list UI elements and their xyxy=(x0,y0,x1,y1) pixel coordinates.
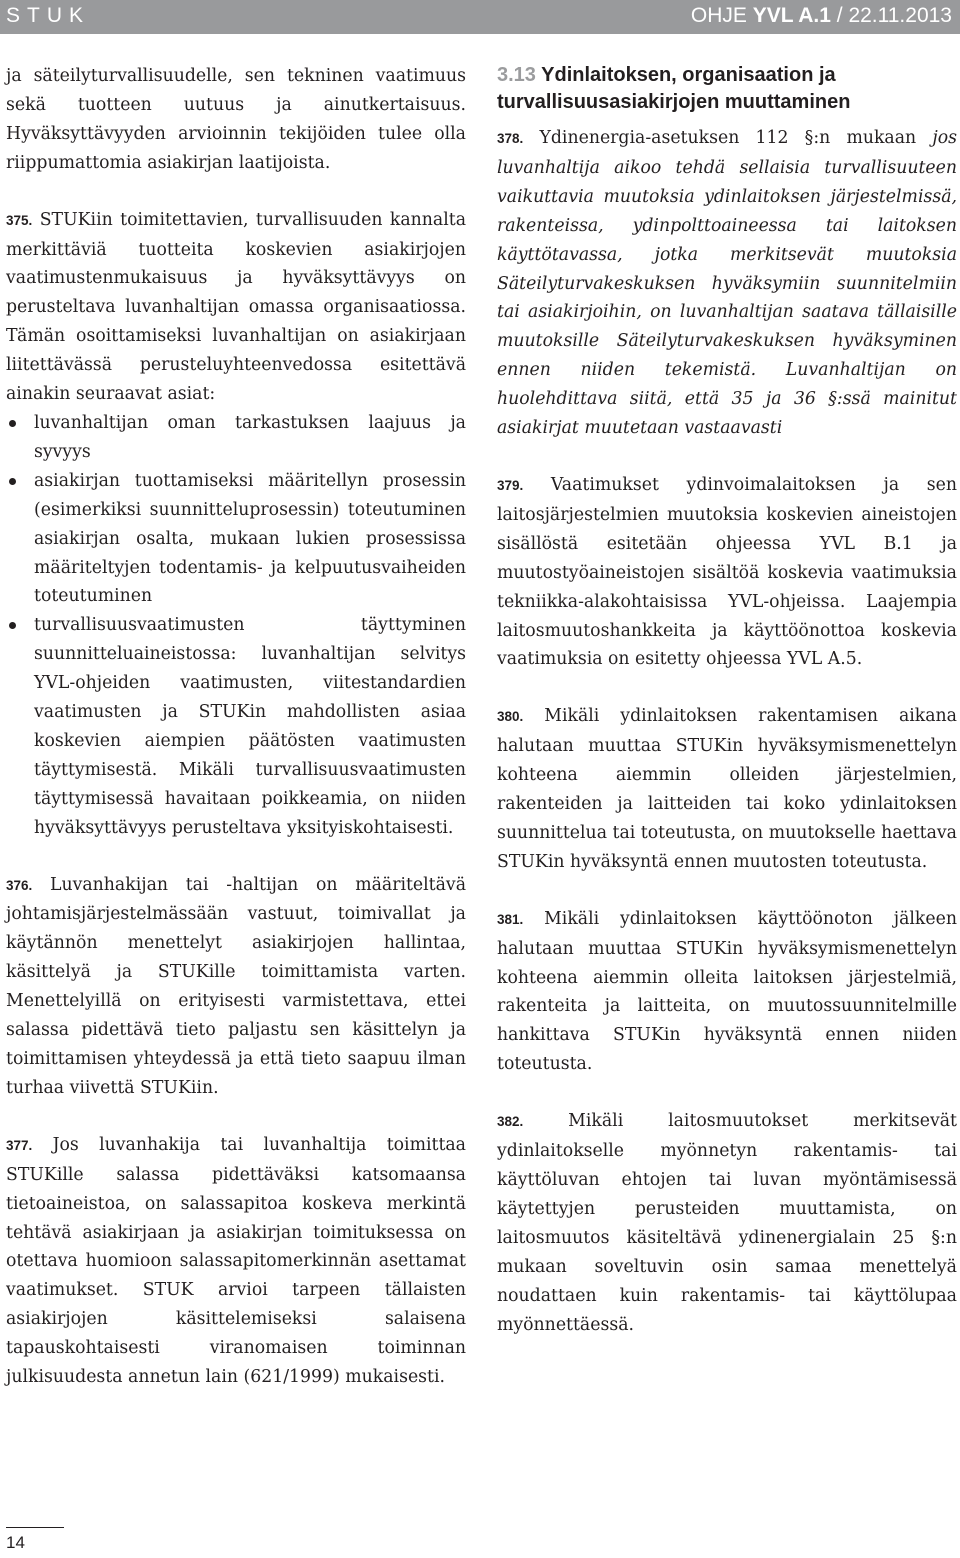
list-item: asiakirjan tuottamiseksi määritellyn prosessin (esimerkiksi suunnitteluprosessin) toteutuminen asiakirjan osalta, mukaan lukien prosessissa määriteltyjen todentamis- ja kelpuutusvaiheiden toteutuminen xyxy=(6,467,466,612)
paragraph-381 xyxy=(497,905,957,1079)
paragraph-text: Vaatimukset ydinvoimalaitoksen ja sen laitosjärjestelmien muutoksia koskevien aineistojen sisällöstä esitetään ohjeessa YVL B.1 ja muutostyöaineistojen sisältöä koskevia vaatimuksia tekniikka-alakohtaisissa YVL-ohjeissa. Laajempia laitosmuutoshankkeita ja käyttöönottoa koskevia vaatimuksia on esitetty ohjeessa YVL A.5. xyxy=(497,474,957,670)
left-column xyxy=(6,62,466,1392)
paragraph-380 xyxy=(497,702,957,876)
paragraph-number: 381. xyxy=(497,911,524,927)
paragraph-382 xyxy=(497,1107,957,1339)
list-item: turvallisuusvaatimusten täyttyminen suunnitteluaineistossa: luvanhaltijan selvitys YVL-ohjeiden vaatimusten, viitestandardien vaatimusten ja STUKin mahdollisten asiaa koskevien aiempien päätösten vaatimusten täyttymisestä. Mikäli turvallisuusvaatimusten täyttymisessä havaitaan poikkeamia, on niiden hyväksyttävyys perusteltava yksityiskohtaisesti. xyxy=(6,611,466,842)
paragraph-376 xyxy=(6,871,466,1103)
paragraph-375 xyxy=(6,206,466,409)
paragraph-number: 382. xyxy=(497,1114,524,1130)
paragraph-number: 379. xyxy=(497,477,524,493)
intro-paragraph: ja säteilyturvallisuudelle, sen tekninen vaatimuus sekä tuotteen uutuus ja ainutkertaisuus. Hyväksyttävyyden arvioinnin tekijöiden tulee olla riippumattomia asiakirjan laatijoista. xyxy=(6,66,466,173)
footer-divider xyxy=(6,1527,64,1528)
paragraph-number: 375. xyxy=(6,212,33,228)
guide-code: YVL A.1 xyxy=(752,4,831,27)
paragraph-number: 377. xyxy=(6,1137,33,1153)
guide-reference xyxy=(691,4,952,28)
section-title: Ydinlaitoksen, organisaation ja turvallisuusasiakirjojen muuttaminen xyxy=(497,64,851,113)
section-heading xyxy=(497,62,957,116)
page-number: 14 xyxy=(6,1533,25,1552)
paragraph-number: 380. xyxy=(497,709,524,725)
list-item: luvanhaltijan oman tarkastuksen laajuus ja syvyys xyxy=(6,409,466,467)
paragraph-quote: jos luvanhaltija aikoo tehdä sellaisia turvallisuuteen vaikuttavia muutoksia ydinlaitoksen järjestelmissä, rakenteissa, ydinpolttoaineessa tai laitoksen käyttötavassa, jotka merkitsevät muutoksia Säteilyturvakeskuksen hyväksymiin suunnitelmiin tai asiakirjoihin, on luvanhaltijan saatava tällaisille muutoksille Säteilyturvakeskuksen hyväksyminen ennen niiden tekemistä. Luvanhaltijan on huolehdittava siitä, että 35 ja 36 §:ssä mainitut asiakirjat muutetaan vastaavasti xyxy=(497,128,957,439)
guide-prefix: OHJE xyxy=(690,4,753,27)
paragraph-text: Jos luvanhakija tai luvanhaltija toimittaa STUKille salassa pidettäväksi katsomaansa tietoaineistoa, on salassapitoa koskeva merkintä tehtävä asiakirjaan ja asiakirjan toimituksessa on otettava huomioon salassapitomerkinnän asettamat vaatimukset. STUK arvioi tarpeen tällaisten asiakirjojen käsittelemiseksi salaisena tapauskohtaisesti viranomaisen toiminnan julkisuudesta annetun lain (621/1999) mukaisesti. xyxy=(6,1134,466,1388)
paragraph-text: Mikäli laitosmuutokset merkitsevät ydinlaitokselle myönnetyn rakentamis- tai käyttöluvan ehtojen tai luvan myöntämisessä käytettyjen perusteiden muuttamista, on laitosmuutos käsiteltävä ydinenergialain 25 §:n mukaan soveltuvin osin samaa menettelyä noudattaen kuin rakentamis- tai käyttölupaa myönnettäessä. xyxy=(497,1111,957,1335)
paragraph-379 xyxy=(497,471,957,674)
requirement-list xyxy=(6,409,466,843)
paragraph-377 xyxy=(6,1131,466,1392)
section-number: 3.13 xyxy=(497,64,536,86)
paragraph-text: Ydinenergia-asetuksen 112 §:n mukaan xyxy=(523,128,933,148)
paragraph-text: STUKiin toimitettavien, turvallisuuden kannalta merkittäviä tuotteita koskevien asiakirjojen vaatimustenmukaisuus ja hyväksyttävyys on perusteltava luvanhaltijan omassa organisaatiossa. Tämän osoittamiseksi luvanhaltijan on asiakirjaan liitettävässä perusteluyhteenvedossa esitettävä ainakin seuraavat asiat: xyxy=(6,209,466,405)
paragraph-378 xyxy=(497,124,957,443)
guide-date: / 22.11.2013 xyxy=(830,4,952,27)
right-column xyxy=(497,62,957,1339)
paragraph-text: Luvanhakijan tai -haltijan on määriteltävä johtamisjärjestelmässään vastuut, toimivallat ja käytännön menettelyt asiakirjojen hallintaa, käsittelyä ja STUKille toimittamista varten. Menettelyillä on erityisesti varmistettava, ettei salassa pidettävä tieto paljastu sen käsittelyn ja toimittamisen yhteydessä ja että tieto saapuu ilman turhaa viivettä STUKiin. xyxy=(6,874,466,1098)
paragraph-number: 378. xyxy=(497,131,524,146)
page-header xyxy=(0,0,960,34)
brand-logo: STUK xyxy=(6,4,91,27)
paragraph-text: Mikäli ydinlaitoksen rakentamisen aikana halutaan muuttaa STUKin hyväksymismenettelyn kohteena aiemmin olleiden järjestelmien, rakenteiden ja laitteiden tai koko ydinlaitoksen suunnittelua tai toteutusta, on muutokselle haettava STUKin hyväksyntä ennen muutosten toteutusta. xyxy=(497,706,957,872)
paragraph-text: Mikäli ydinlaitoksen käyttöönoton jälkeen halutaan muuttaa STUKin hyväksymismenettelyn kohteena aiemmin olleita laitoksen järjestelmiä, rakenteita ja laitteita, on muutossuunnitelmille hankittava STUKin hyväksyntä ennen niiden toteutusta. xyxy=(497,908,957,1075)
paragraph-number: 376. xyxy=(6,877,33,893)
